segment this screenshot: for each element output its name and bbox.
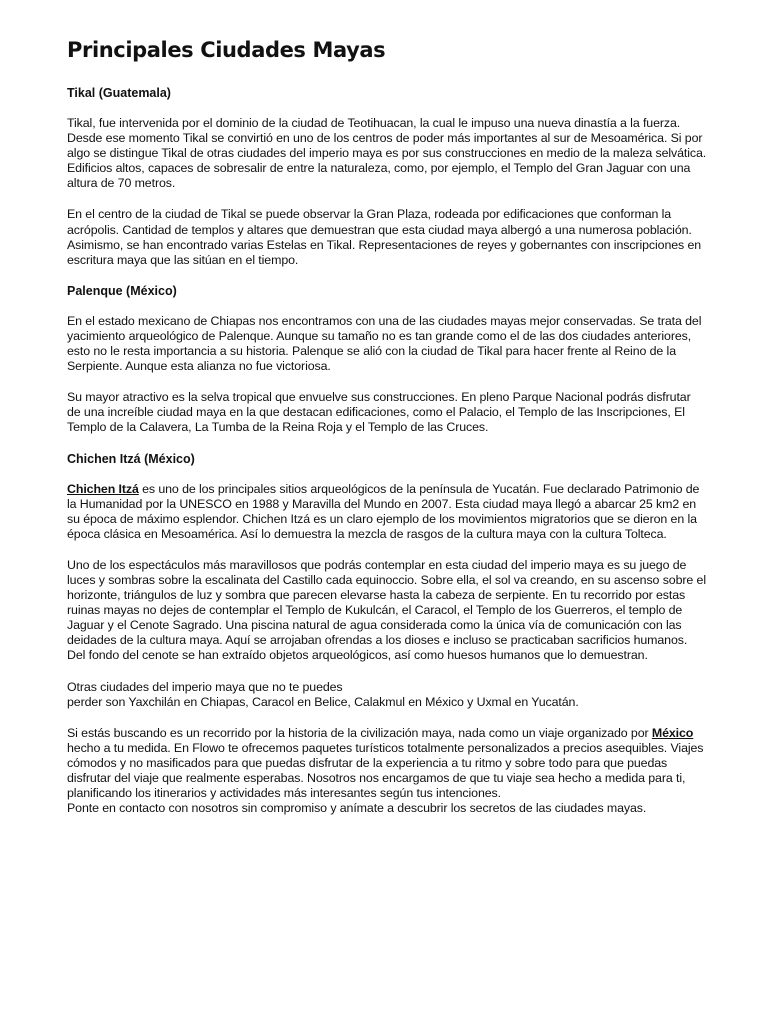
- paragraph-palenque-2: Su mayor atractivo es la selva tropical que envuelve sus construcciones. En pleno Parque Nacional podrás disfrutar de una increíble ciudad maya en la que destacan edificaciones, como el Palacio, el Templo de las Inscripciones, El Templo de la Calavera, La Tumba de la Reina Roja y el Templo de las Cruces.: [67, 390, 691, 435]
- paragraph-other-cities: [67, 680, 707, 710]
- paragraph-chichen-1: [67, 482, 707, 542]
- paragraph-tikal-2: En el centro de la ciudad de Tikal se puede observar la Gran Plaza, rodeada por edificaciones que conforman la acrópolis. Cantidad de templos y altares que demuestran que esta ciudad maya albergó a una numerosa población. Asimismo, se han encontrado varias Estelas en Tikal. Representaciones de reyes y gobernantes con inscripciones en escritura maya que las sitúan en el tiempo.: [67, 207, 702, 267]
- paragraph-palenque-1: En el estado mexicano de Chiapas nos encontramos con una de las ciudades mayas mejor conservadas. Se trata del yacimiento arqueológico de Palenque. Aunque su tamaño no es tan grande como el de las dos ciudades anteriores, esto no le resta importancia a su historia. Palenque se alió con la ciudad de Tikal para hacer frente al Reino de la Serpiente. Aunque esta alianza no fue victoriosa.: [67, 313, 702, 374]
- section-heading-palenque: Palenque (México): [67, 283, 177, 298]
- chichen-itza-link[interactable]: Chichen Itzá: [67, 481, 139, 496]
- paragraph-travel: [67, 726, 707, 817]
- mexico-link[interactable]: México: [651, 725, 694, 740]
- section-heading-tikal: Tikal (Guatemala): [67, 86, 171, 100]
- section-heading-chichen: Chichen Itzá (México): [67, 451, 195, 466]
- paragraph-tikal-1: Tikal, fue intervenida por el dominio de la ciudad de Teotihuacan, la cual le impuso una nueva dinastía a la fuerza. Desde ese momento Tikal se convirtió en uno de los centros de poder más importantes al sur de Mesoamérica. Si por algo se distingue Tikal de otras ciudades del imperio maya es por sus construcciones en medio de la maleza selvática. Edificios altos, capaces de sobresalir de entre la naturaleza, como, por ejemplo, el Templo del Gran Jaguar con una altura de 70 metros.: [67, 116, 707, 191]
- paragraph-chichen-1-text: es uno de los principales sitios arqueológicos de la península de Yucatán. Fue declarado Patrimonio de la Humanidad por la UNESCO en 1988 y Maravilla del Mundo en 2007. Esta ciudad maya llegó a abarcar 25 km2 en su época de máximo esplendor. Chichen Itzá es un claro ejemplo de los movimientos migratorios que se dieron en la época clásica en Mesoamérica. Así lo demuestra la mezcla de rasgos de la cultura maya con la cultura Tolteca.: [67, 481, 700, 541]
- paragraph-other-cities-line-1: Otras ciudades del imperio maya que no te puedes: [67, 679, 343, 694]
- document-title: Principales Ciudades Mayas: [67, 38, 386, 62]
- paragraph-chichen-2: Uno de los espectáculos más maravillosos que podrás contemplar en esta ciudad del imperio maya es su juego de luces y sombras sobre la escalinata del Castillo cada equinoccio. Sobre ella, el sol va creando, en su ascenso sobre el horizonte, triángulos de luz y sombra que parecen elevarse hasta la cabeza de serpiente. En tu recorrido por estas ruinas mayas no dejes de contemplar el Templo de Kukulcán, el Caracol, el Templo de los Guerreros, el templo de Jaguar y el Cenote Sagrado. Una piscina natural de agua considerada como la única vía de comunicación con las deidades de la cultura maya. Aquí se arrojaban ofrendas a los dioses e incluso se practicaban sacrificios humanos. Del fondo del cenote se han extraído objetos arqueológicos, así como huesos humanos que lo demuestran.: [67, 557, 706, 663]
- paragraph-other-cities-line-2: perder son Yaxchilán en Chiapas, Caracol en Belice, Calakmul en México y Uxmal en Yucatán.: [67, 694, 579, 709]
- paragraph-travel-rest: hecho a tu medida. En Flowo te ofrecemos paquetes turísticos totalmente personalizados a precios asequibles. Viajes cómodos y no masificados para que puedas disfrutar de la experiencia a tu ritmo y sobre todo para que puedas disfrutar del viaje que realmente esperabas. Nosotros nos encargamos de que tu viaje sea hecho a medida para ti, planificando los itinerarios y actividades más interesantes según tus intenciones.: [67, 740, 704, 801]
- paragraph-travel-last: Ponte en contacto con nosotros sin compromiso y anímate a descubrir los secretos de las ciudades mayas.: [67, 801, 647, 816]
- paragraph-travel-start: Si estás buscando es un recorrido por la historia de la civilización maya, nada como un viaje organizado por: [67, 725, 652, 740]
- document-page: [67, 38, 707, 832]
